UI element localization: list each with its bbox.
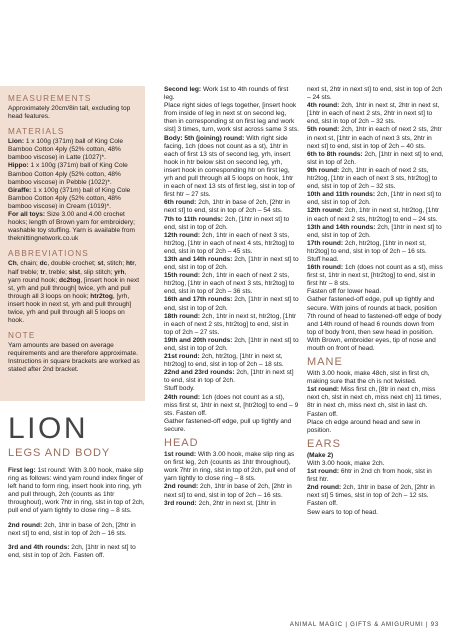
instruction-line: [164, 296, 299, 312]
ears-heading: EARS: [307, 437, 341, 450]
instruction-label: Body: 5th (joining) round:: [164, 134, 247, 142]
abbreviation-meaning: , double crochet;: [47, 260, 98, 268]
mane-heading: MANE: [307, 356, 343, 369]
instruction-text: With 3.00 hook, make 48ch, slst in first ch, making sure that the ch is not twisted.: [307, 370, 430, 386]
legs-instructions: [8, 467, 146, 561]
instruction-text: 2ch, [1htr in next st] to end, slst in top of 2ch.: [164, 215, 290, 231]
instruction-line: [307, 337, 444, 353]
instruction-text: Work 1st to 4th rounds of first leg.: [164, 86, 289, 102]
instruction-label: 12th round:: [164, 231, 202, 239]
instruction-line: [164, 483, 299, 499]
instruction-line: [164, 256, 299, 272]
mane-instructions: [307, 370, 444, 435]
instruction-line: [307, 102, 444, 126]
instruction-label: 2nd round:: [307, 484, 344, 492]
instruction-text: With Brown, embroider eyes, tip of nose and mouth on front of head.: [307, 336, 436, 352]
instruction-label: For all toys:: [8, 211, 46, 219]
ears-instructions: [307, 452, 444, 517]
abbreviations-heading: ABBREVIATIONS: [8, 249, 89, 259]
instruction-line: [8, 162, 140, 186]
instruction-label: 13th and 14th rounds:: [307, 223, 378, 231]
instruction-line: [307, 296, 444, 336]
abbreviation-meaning: , treble;: [45, 268, 69, 276]
abbreviation-meaning: , [insert hook in next st, yrh and pull through] twice, yrh and pull through all 3 loops on hook;: [8, 276, 140, 300]
instruction-label: 5th round:: [307, 126, 342, 134]
instruction-line: [307, 460, 444, 468]
note-text: Yarn amounts are based on average requirements and are therefore approximate. Instructions in square brackets are worked as stated after 2nd bracket.: [8, 342, 140, 374]
instruction-line: [8, 138, 140, 162]
instruction-text: 2ch, htr2tog, [1htr in next st, htr2tog] to end, slst in top of 2ch – 16 sts.: [307, 239, 427, 255]
instruction-line: [164, 451, 299, 483]
abbreviation-term: st: [97, 260, 104, 268]
instruction-label: 17th round:: [307, 239, 345, 247]
abbreviations-text: [8, 260, 140, 325]
page-footer: ANIMAL MAGIC | GIFTS & AMIGURUMI | 93: [289, 622, 439, 628]
instruction-text: 1ch (does not count as a st), miss first st, 1htr in next st, [htr2tog] to end – 9 sts. Fasten off.: [164, 393, 299, 417]
instruction-text: With 3.00 hook, make 2ch.: [307, 459, 385, 467]
instruction-text: 2ch, 1htr in next st, htr2tog, [1htr in each of next 2 sts, htr2tog] to end, slst in top of 2ch – 27 sts.: [164, 312, 297, 336]
instruction-text: 2ch, 2htr in next st, [1htr in: [198, 499, 276, 507]
instruction-text: Miss first ch, [8tr in next ch, miss next ch, slst in next ch, miss next ch] 11 times, 8tr in next ch, miss next ch, slst in last ch. Fasten off.: [307, 386, 442, 418]
lion-section: [8, 410, 146, 567]
instruction-label: 13th and 14th rounds:: [164, 255, 235, 263]
middle-column: [164, 86, 299, 508]
instruction-text: 2ch, 1htr in each of next 3 sts, htr2tog, [1htr in each of next 4 sts, htr2tog] to end, slst in top of 2ch – 45 sts.: [164, 231, 295, 255]
instruction-text: next st, 2htr in next st] to end, slst in top of 2ch – 24 sts.: [307, 86, 443, 102]
instruction-text: 1st round: With 3.00 hook, make slip ring as follows: wind yarn round index finger of left hand to form ring, insert hook into ring, yrh and pull through, 2ch (counts as 1htr throughout), work 7htr in ring, slst in top of 2ch, pull end of yarn tightly to close ring – 8 sts.: [8, 466, 145, 515]
instruction-text: 2ch, [1htr in next st] to end, slst in top of 2ch.: [164, 336, 299, 352]
instruction-text: 2ch, [1htr in next st] to end, slst in top of 2ch.: [164, 255, 299, 272]
instruction-line: [164, 418, 299, 434]
instruction-text: 2ch, 1htr in base of 2ch, [2htr in next st] to end, slst in top of 2ch – 16 sts.: [8, 521, 136, 537]
instruction-text: 1 x 100g (371m) ball of King Cole Bamboo Cotton 4ply (52% cotton, 48% bamboo viscose) in Cream (1019)*.: [8, 186, 131, 210]
head-heading: HEAD: [164, 437, 199, 450]
measurements-heading: MEASUREMENTS: [8, 94, 92, 103]
instruction-label: 12th round:: [307, 207, 345, 215]
instruction-line: [307, 452, 444, 460]
materials-heading: MATERIALS: [8, 127, 65, 137]
instruction-line: [164, 394, 299, 418]
instruction-line: [164, 199, 299, 215]
instruction-line: [164, 272, 299, 296]
instruction-line: [307, 240, 444, 256]
lion-title: LION: [8, 412, 89, 445]
head-continued-instructions: [307, 86, 444, 353]
instruction-line: [164, 500, 299, 508]
abbreviation-term: htr2tog: [90, 292, 113, 300]
instruction-label: 16th round:: [307, 264, 345, 272]
right-column: [307, 86, 444, 517]
instruction-text: Gather fastened-off edge, pull up tightly and secure.: [164, 417, 292, 433]
instruction-line: [307, 207, 444, 223]
instruction-label: 21st round:: [164, 353, 202, 361]
instruction-text: Stuff head.: [307, 255, 339, 263]
instruction-label: 18th round:: [164, 312, 202, 320]
instruction-label: 2nd round:: [164, 483, 201, 491]
instruction-label: 3rd and 4th rounds:: [8, 544, 72, 552]
instruction-label: 10th and 11th rounds:: [307, 191, 377, 199]
abbreviation-term: slst: [68, 268, 81, 276]
instruction-line: [307, 468, 444, 484]
abbreviation-term: yrh: [114, 268, 125, 276]
instruction-line: [307, 264, 444, 288]
instruction-line: [164, 313, 299, 337]
instruction-line: [164, 102, 299, 134]
instruction-label: 1st round:: [307, 386, 341, 394]
instruction-text: 1 x 100g (371m) ball of King Cole Bamboo Cotton 4ply (52% cotton, 48% bamboo viscose) in Latte (1027)*.: [8, 138, 123, 162]
instruction-text: 1 x 100g (371m) ball of King Cole Bamboo Cotton 4ply (52% cotton, 48% bamboo viscose) in Pebble (1022)*.: [8, 162, 128, 186]
instruction-text: 2ch, [1htr in next st] to end, slst in top of 2ch.: [164, 296, 299, 312]
instruction-label: 3rd round:: [164, 499, 199, 507]
instruction-line: [8, 187, 140, 211]
materials-list: [8, 138, 140, 243]
abbreviation-term: dc: [39, 260, 48, 268]
abbreviation-meaning: , chain;: [16, 260, 40, 268]
instruction-line: [307, 86, 444, 102]
legs-body-heading: LEGS AND BODY: [8, 447, 111, 459]
instruction-line: [8, 467, 146, 516]
abbreviation-term: htr: [125, 260, 135, 268]
instruction-line: [307, 256, 444, 264]
instruction-label: 1st round:: [307, 468, 341, 476]
abbreviation-meaning: , [yrh, insert hook in next st, yrh and pull through] twice, yrh and pull through all 5 loops on hook.: [8, 292, 132, 325]
instruction-text: 2ch, 1htr in each of next 2 sts, 2htr in next st, [1htr in each of next 3 sts, 2htr in next st] to end, slst in top of 2ch – 40 sts.: [307, 126, 442, 150]
instruction-label: 4th round:: [307, 102, 342, 110]
instruction-label: (Make 2): [307, 451, 334, 459]
instruction-label: 24th round:: [164, 393, 202, 401]
instruction-line: [307, 386, 444, 418]
instruction-text: 2ch, [1htr in next st] to end, slst in top of 2ch. Fasten off.: [8, 544, 136, 560]
instruction-line: [164, 86, 299, 102]
instruction-label: 19th and 20th rounds:: [164, 336, 235, 344]
abbreviation-meaning: , yarn round hook;: [8, 268, 127, 284]
instruction-line: [8, 544, 146, 560]
instruction-text: Gather fastened-off edge, pull up tightly and secure. With joins of rounds at back, position 7th round of head to fastened-off edge of body and 14th round of head 6 rounds down from top of body front, then sew head in position.: [307, 296, 442, 336]
instruction-text: Place ch edge around head and sew in position.: [307, 418, 421, 434]
instruction-text: Place right sides of legs together, [insert hook from inside of leg in next st on second leg, then in corresponding st on first leg and work slst] 3 times, turn, work slst across same 3 sts.: [164, 102, 299, 134]
instruction-label: Lion:: [8, 138, 24, 146]
instruction-text: Fasten off for lower head.: [307, 288, 382, 296]
instruction-text: 2ch, 1htr in each of next 2 sts, htr2tog, [1htr in each of next 3 sts, htr2tog] to end, slst in top of 2ch – 36 sts.: [164, 272, 295, 296]
instruction-line: [307, 126, 444, 150]
instruction-label: Giraffe:: [8, 186, 32, 194]
instruction-line: [164, 232, 299, 256]
instruction-text: 1ch (does not count as a st), miss first st, 1htr in next st, [htr2tog] to end, slst in first htr – 8 sts.: [307, 264, 443, 288]
instruction-label: 9th round:: [307, 166, 342, 174]
instruction-label: 6th to 8th rounds:: [307, 150, 365, 158]
instruction-line: [8, 211, 140, 243]
instruction-text: 2ch, [1htr in next st] to end, slst in top of 2ch.: [307, 191, 442, 207]
instruction-line: [164, 135, 299, 200]
abbreviation-meaning: , stitch;: [103, 260, 126, 268]
instruction-text: 6htr in 2nd ch from hook, slst in first htr.: [307, 468, 432, 484]
abbreviation-meaning: , half treble;: [8, 260, 137, 276]
instruction-text: 2ch, 1htr in next st, htr2tog, [1htr in each of next 2 sts, htr2tog] to end – 24 sts.: [307, 207, 440, 223]
instruction-label: 16th and 17th rounds:: [164, 296, 235, 304]
measurements-text: Approximately 20cm/8in tall, excluding top head features.: [8, 105, 131, 121]
instruction-text: With 3.00 hook, make slip ring as on first leg, 2ch (counts as 1htr throughout), work 7htr in ring, slst in top of 2ch, pull end of yarn tightly to close ring – 8 sts.: [164, 451, 296, 483]
instruction-label: 7th to 11th rounds:: [164, 215, 225, 223]
instruction-label: 15th round:: [164, 272, 202, 280]
instruction-text: 2ch, 1htr in base of 2ch, [2htr in next st] to end, slst in top of 2ch – 54 sts.: [164, 199, 290, 215]
instruction-line: [307, 167, 444, 191]
instruction-line: [307, 484, 444, 508]
instruction-line: [307, 370, 444, 386]
instruction-line: [164, 369, 299, 385]
body-instructions: [164, 86, 299, 434]
instruction-label: Second leg:: [164, 86, 203, 93]
info-column: [8, 94, 140, 375]
abbreviation-term: tr: [40, 268, 46, 276]
instruction-text: 2ch, [1htr in next st] to end, slst in top of 2ch.: [307, 150, 444, 166]
instruction-line: [164, 353, 299, 369]
instruction-text: 2ch, [1htr in next st] to end, slst in top of 2ch.: [307, 223, 442, 239]
instruction-label: 6th round:: [164, 199, 199, 207]
instruction-text: Sew ears to top of head.: [307, 508, 378, 516]
instruction-line: [307, 191, 444, 207]
instruction-text: 2ch, [1htr in next st] to end, slst in top of 2ch.: [164, 369, 294, 385]
head-instructions: [164, 451, 299, 508]
instruction-text: Size 3.00 and 4.00 crochet hooks; length of Brown yarn for embroidery; washable toy stuffing. Yarn is available from theknittingnetwork.co.uk: [8, 211, 136, 243]
abbreviation-meaning: , slip stitch;: [80, 268, 115, 276]
instruction-line: [307, 224, 444, 240]
instruction-line: [307, 509, 444, 517]
instruction-label: 22nd and 23rd rounds:: [164, 369, 237, 377]
instruction-text: 2ch, 1htr in next st, 2htr in next st, [1htr in each of next 2 sts, 2htr in next st] to end, slst in top of 2ch – 32 sts.: [307, 102, 440, 126]
instruction-line: [164, 385, 299, 393]
instruction-line: [307, 419, 444, 435]
instruction-line: [8, 522, 146, 538]
instruction-line: [307, 288, 444, 296]
instruction-text: 2ch, 1htr in base of 2ch, [2htr in next st] 5 times, slst in top of 2ch – 12 sts. Fasten off.: [307, 484, 435, 508]
note-heading: NOTE: [8, 331, 36, 341]
instruction-label: First leg:: [8, 466, 38, 474]
instruction-text: 2ch, 1htr in base of 2ch, [2htr in next st] to end, slst in top of 2ch – 16 sts.: [164, 483, 292, 499]
instruction-text: 2ch, 1htr in each of next 2 sts, htr2tog, [1htr in each of next 3 sts, htr2tog] to end, slst in top of 2ch – 32 sts.: [307, 166, 438, 191]
instruction-text: With right side facing, 1ch (does not count as a st), 1htr in each of first 13 sts of second leg, yrh, insert hook in htr below slst on second leg, yrh, insert hook in corresponding htr on first leg, yrh and pull through all 5 loops on hook, 1htr in each of next 13 sts of first leg, slst in top of first htr – 27 sts.: [164, 134, 295, 199]
instruction-label: Hippo:: [8, 162, 29, 170]
instruction-text: 2ch, htr2tog, [1htr in next st, htr2tog] to end, slst in top of 2ch – 18 sts.: [164, 353, 284, 369]
abbreviation-term: Ch: [8, 260, 17, 268]
instruction-line: [307, 151, 444, 167]
instruction-label: 1st round:: [164, 451, 198, 459]
instruction-line: [164, 337, 299, 353]
instruction-label: 2nd round:: [8, 521, 45, 529]
instruction-text: Stuff body.: [164, 385, 195, 393]
abbreviation-term: dc2tog: [58, 276, 81, 284]
instruction-line: [164, 216, 299, 232]
